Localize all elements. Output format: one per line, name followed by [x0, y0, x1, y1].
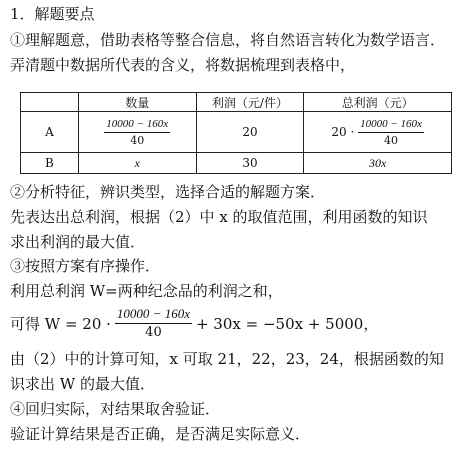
total-a-fraction	[358, 117, 424, 148]
profit-b-cell: 30	[196, 153, 304, 174]
total-b-cell: 30x	[304, 153, 452, 174]
quantity-a-cell	[78, 112, 196, 153]
profit-equation	[10, 305, 378, 342]
row-label-b: B	[21, 153, 79, 174]
fraction-numerator: 10000 − 160x	[358, 117, 424, 133]
step2-text-line1: ②分析特征，辨识类型，选择合适的解题方案．	[10, 183, 326, 201]
step3-text-line2: 利用总利润 W=两种纪念品的利润之和，	[10, 282, 283, 300]
table-header-row	[21, 93, 452, 112]
total-a-prefix: 20 ·	[331, 124, 355, 139]
fraction-denominator: 40	[145, 325, 162, 340]
step4-text-line1: ④回归实际，对结果取舍验证．	[10, 400, 221, 418]
row-label-a: A	[21, 112, 79, 153]
step3-text-line1: ③按照方案有序操作．	[10, 257, 161, 275]
table-header-cell: 利润（元/件）	[196, 93, 304, 112]
step1-text-line1: ①理解题意，借助表格等整合信息，将自然语言转化为数学语言．	[10, 31, 446, 49]
step2-text-line3: 求出利润的最大值．	[10, 233, 146, 251]
step2-text-line2: 先表达出总利润，根据（2）中 x 的取值范围，利用函数的知识	[10, 208, 428, 226]
table-header-cell: 总利润（元）	[304, 93, 452, 112]
profit-a-cell: 20	[196, 112, 304, 153]
quantity-a-fraction	[104, 117, 170, 148]
fraction-denominator: 40	[130, 133, 145, 147]
fraction-numerator: 10000 − 160x	[104, 117, 170, 133]
fraction-denominator: 40	[384, 133, 399, 147]
step3-text-line4: 识求出 W 的最大值．	[10, 375, 155, 393]
step4-text-line2: 验证计算结果是否正确，是否满足实际意义．	[10, 425, 311, 443]
fraction-numerator: 10000 − 160x	[115, 305, 192, 324]
step3-text-line3: 由（2）中的计算可知，x 可取 21，22，23，24，根据函数的知	[10, 350, 444, 368]
equation-suffix: + 30x = −50x + 5000，	[195, 315, 379, 333]
quantity-b-cell: x	[78, 153, 196, 174]
table-row	[21, 153, 452, 174]
equation-prefix: 可得 W = 20 ·	[10, 315, 111, 333]
equation-fraction	[115, 305, 192, 342]
step1-text-line2: 弄清题中数据所代表的含义，将数据梳理到表格中，	[10, 56, 356, 74]
data-table	[20, 92, 452, 174]
table-row	[21, 112, 452, 153]
table-header-cell	[21, 93, 79, 112]
total-a-cell	[304, 112, 452, 153]
table-header-cell: 数量	[78, 93, 196, 112]
section-heading: 1．解题要点	[10, 5, 95, 23]
